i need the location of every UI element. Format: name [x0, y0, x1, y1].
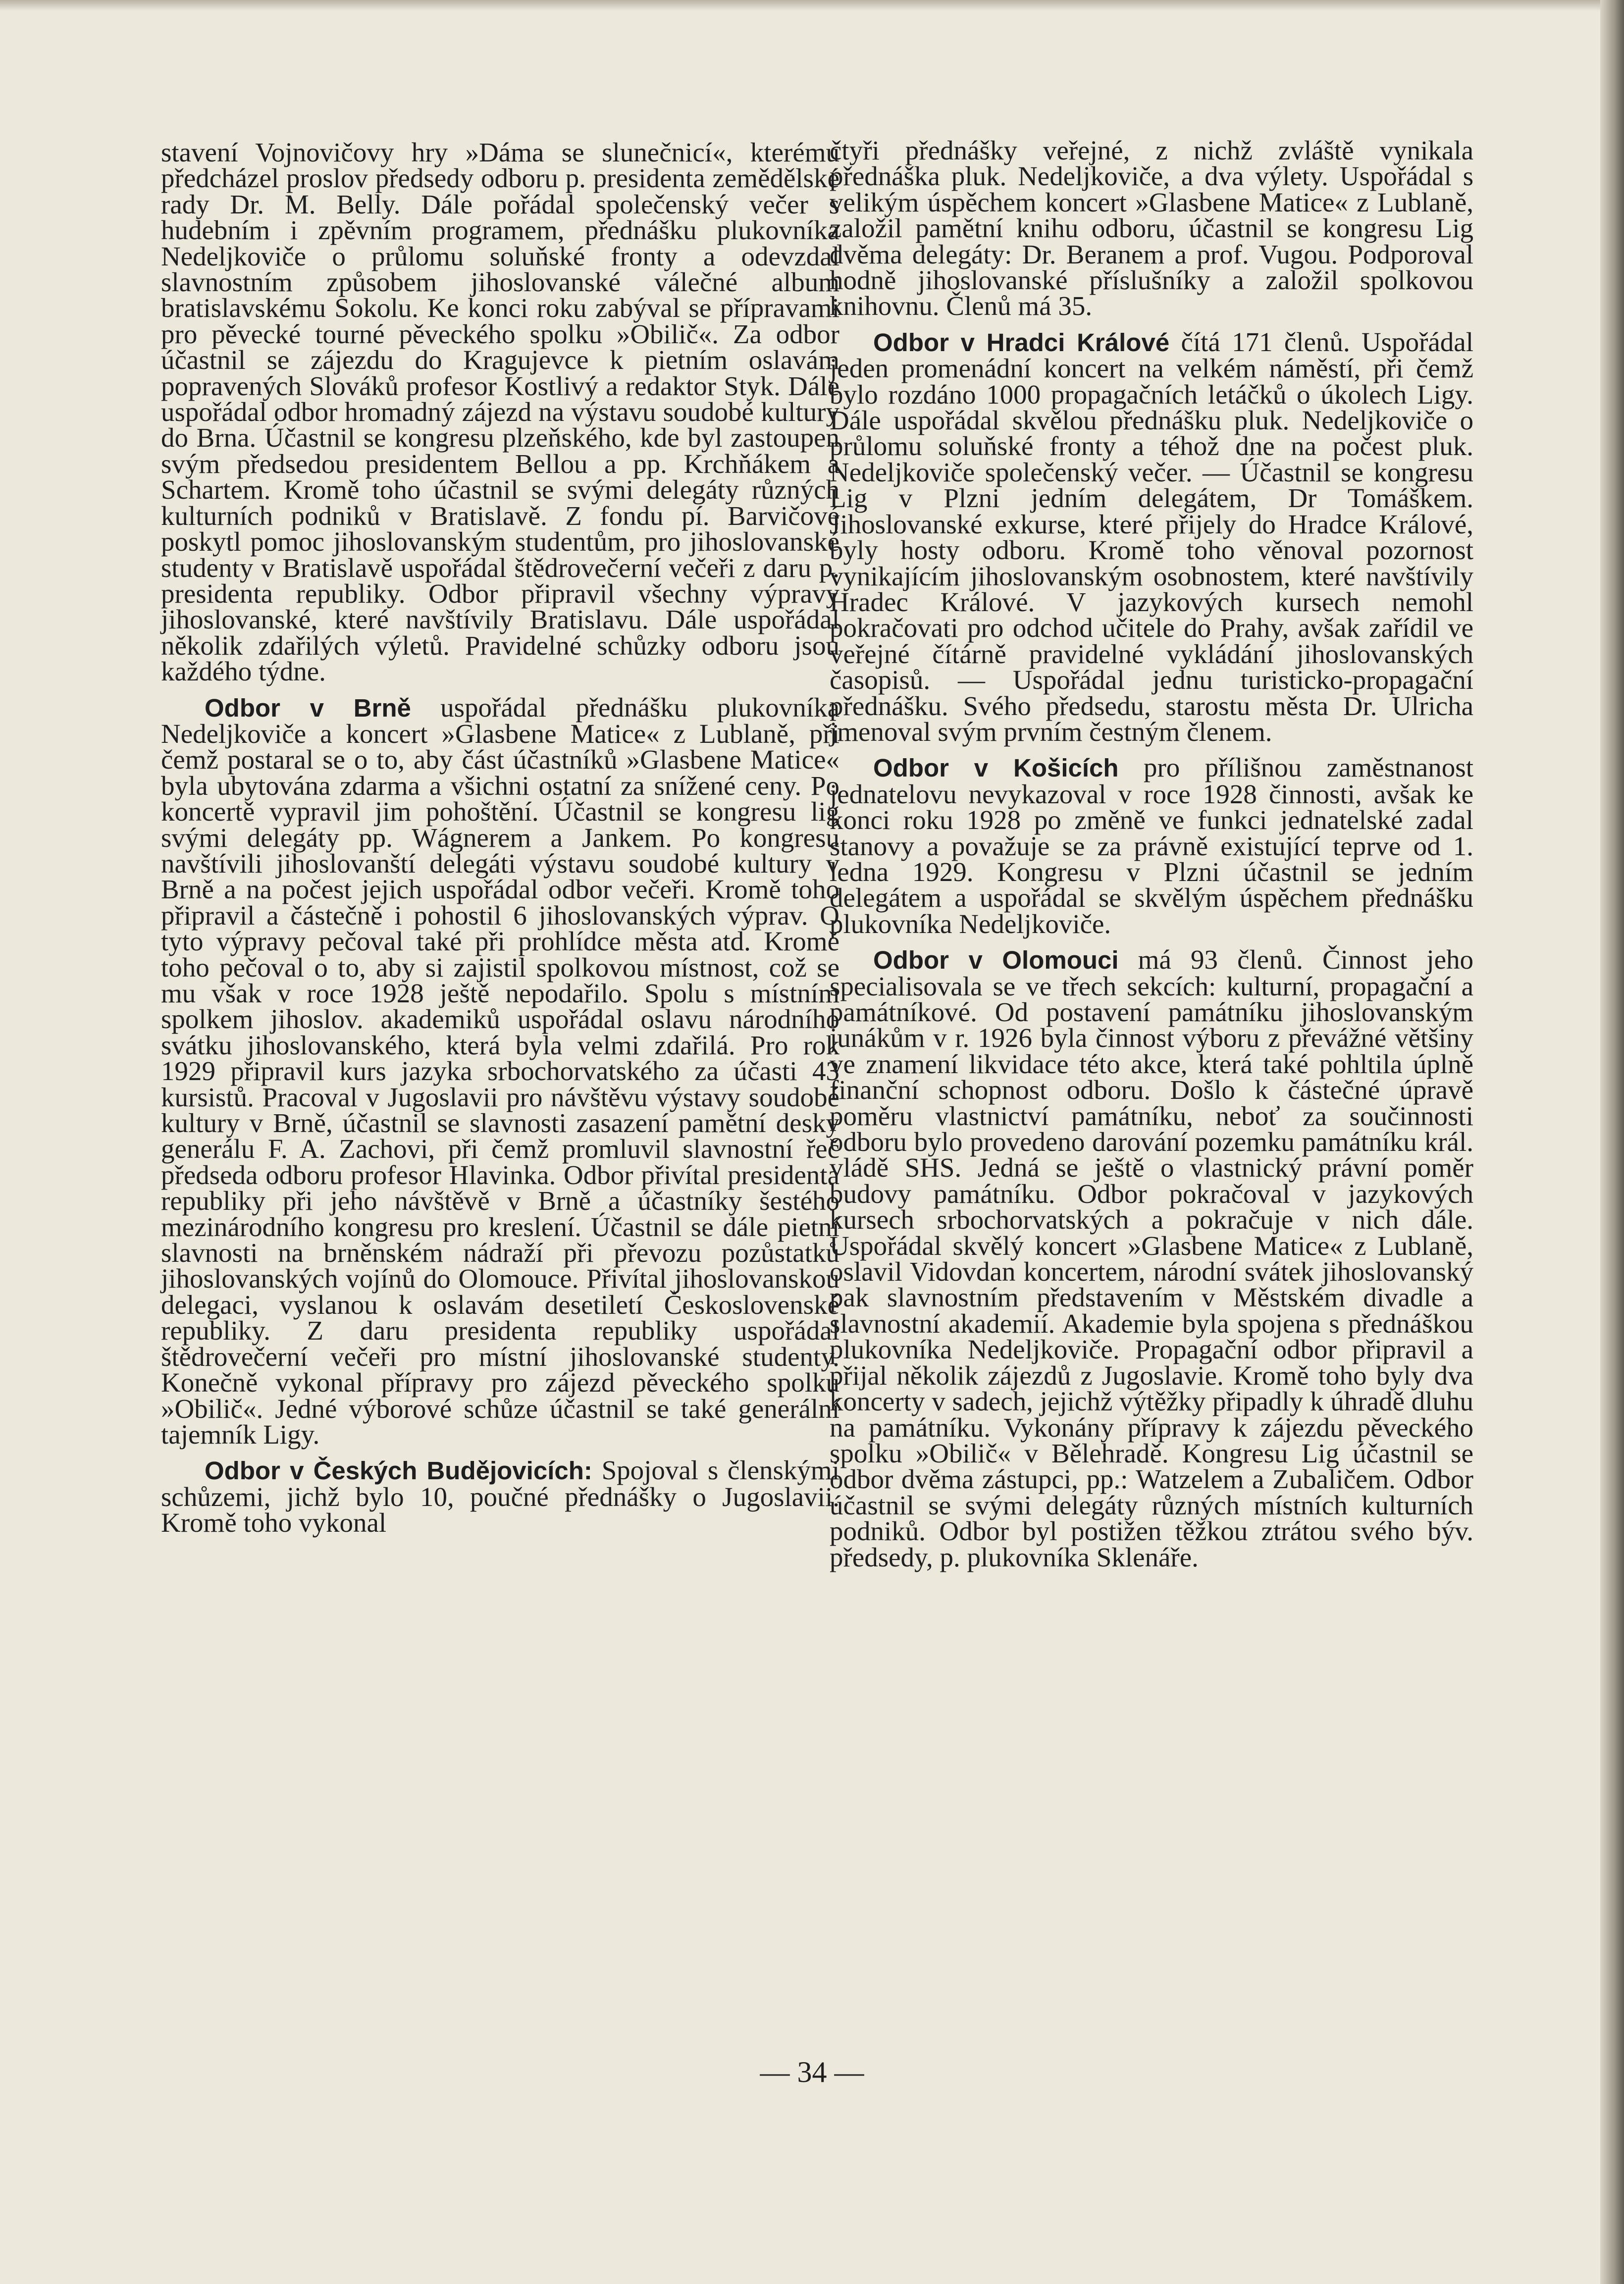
section-lead-olomouc: Odbor v Olomouci [873, 946, 1119, 975]
paragraph-hradec-kralove-text: čítá 171 členů. Uspořádal jeden promenádní koncert na velkém náměstí, při čemž bylo rozdáno 1000 propagačních letáčků o úkolech Ligy. Dále uspořádal skvělou přednášku pluk. Nedeljkoviče o průlomu soluňské fronty a téhož dne na počest pluk. Nedeljkoviče společenský večer. — Účastnil se kongresu Lig v Plzni jedním delegátem, Dr Tomáškem. Jihoslovanské exkurse, které přijely do Hradce Králové, byly hosty odboru. Kromě toho věnoval pozornost vynikajícím jihoslovanským osobnostem, které navštívily Hradec Králové. V jazykových kursech nemohl pokračovati pro odchod učitele do Prahy, avšak zařídil ve veřejné čítárně pravidelné vykládání jihoslovanských časopisů. — Uspořádal jednu turisticko-propagační přednášku. Svého předsedu, starostu města Dr. Ulricha jmenoval svým prvním čestným členem. [830, 326, 1473, 747]
section-lead-brno: Odbor v Brně [205, 693, 411, 722]
paragraph-ceske-budejovice-cont: čtyři přednášky veřejné, z nichž zvláště vynikala přednáška pluk. Nedeljkoviče, a dva výlety. Uspořádal s velikým úspěchem koncert »Glasbene Matice« z Lublaně, založil pamětní knihu odboru, účastnil se kongresu Lig dvěma delegáty: Dr. Beranem a prof. Vugou. Podporoval hodně jihoslovanské příslušníky a založil spolkovou knihovnu. Členů má 35. [830, 135, 1473, 321]
paragraph-brno-text: uspořádal přednášku plukovníka Nedeljkoviče a koncert »Glasbene Matice« z Lublaně, při čemž postaral se o to, aby část účastníků »Glasbene Matice« byla ubytována zdarma a všichni ostatní za snížené ceny. Po koncertě vypravil jim pohoštění. Účastnil se kongresu lig svými delegáty pp. Wágnerem a Jankem. Po kongresu navštívili jihoslovanští delegáti výstavu soudobé kultury v Brně a na počest jejich uspořádal odbor večeři. Kromě toho připravil a částečně i pohostil 6 jihoslovanských výprav. O tyto výpravy pečoval také při prohlídce města atd. Kromě toho pečoval o to, aby si zajistil spolkovou místnost, což se mu však v roce 1928 ještě nepodařilo. Spolu s místním spolkem jihoslov. akademiků uspořádal oslavu národního svátku jihoslovanského, která byla velmi zdařilá. Pro rok 1929 připravil kurs jazyka srbochorvatského za účasti 43 kursistů. Pracoval v Jugoslavii pro návštěvu výstavy soudobé kultury v Brně, účastnil se slavnosti zasazení pamětní desky generálu F. A. Zachovi, při čemž promluvil slavnostní řeč předseda odboru profesor Hlavinka. Odbor přivítal presidenta republiky při jeho návštěvě v Brně a účastníky šestého mezinárodního kongresu pro kreslení. Účastnil se dále pietní slavnosti na brněnském nádraží při převozu pozůstatků jihoslovanských vojínů do Olomouce. Přivítal jihoslovanskou delegaci, vyslanou k oslavám desetiletí Československé republiky. Z daru presidenta republiky uspořádal štědrovečerní večeři pro místní jihoslovanské studenty. Konečně vykonal přípravy pro zájezd pěveckého spolku »Obilič«. Jedné výborové schůze účastnil se také generální tajemník Ligy. [161, 692, 839, 1450]
page-right-edge [1600, 0, 1624, 2284]
page-top-edge [0, 0, 1624, 11]
paragraph-brno [161, 692, 839, 1450]
paragraph-olomouc-text: má 93 členů. Činnost jeho specialisovala se ve třech sekcích: kulturní, propagační a památníkové. Od postavení památníku jihoslovanským junákům v r. 1926 byla činnost výboru z převážné většiny ve znamení likvidace této akce, která také pohltila úplně finanční schopnost odboru. Došlo k částečné úpravě poměru vlastnictví památníku, neboť za součinnosti odboru bylo provedeno darování pozemku památníku král. vládě SHS. Jedná se ještě o vlastnický právní poměr budovy památníku. Odbor pokračoval v jazykových kursech srbochorvatských a pokračuje v nich dále. Uspořádal skvělý koncert »Glasbene Matice« z Lublaně, oslavil Vidovdan koncertem, národní svátek jihoslovanský pak slavnostním představením v Městském divadle a slavnostní akademií. Akademie byla spojena s přednáškou plukovníka Nedeljkoviče. Propagační odbor připravil a přijal několik zájezdů z Jugoslavie. Kromě toho byly dva koncerty v sadech, jejichž výtěžky připadly k úhradě dluhu na památníku. Vykonány přípravy k zájezdu pěveckého spolku »Obilič« v Bělehradě. Kongresu Lig účastnil se odbor dvěma zástupci, pp.: Watzelem a Zubaličem. Odbor účastnil se svými delegáty různých místních kulturních podniků. Odbor byl postižen těžkou ztrátou svého býv. předsedy, p. plukovníka Sklenáře. [830, 944, 1474, 1572]
paragraph-ceske-budejovice-text: Spojoval s členskými schůzemi, jichž bylo 10, poučné přednášky o Jugoslavii. Kromě toho vykonal [161, 1455, 839, 1538]
paragraph-kosice [830, 752, 1473, 939]
paragraph-olomouc [830, 944, 1474, 1572]
left-column [161, 137, 839, 1538]
section-lead-kosice: Odbor v Košicích [873, 754, 1119, 782]
paragraph-kosice-text: pro přílišnou zaměstnanost jednatelovu nevykazoval v roce 1928 činnosti, avšak ke konci roku 1928 po změně ve funkci jednatelské zadal stanovy a považuje se za právně existující teprve od 1. ledna 1929. Kongresu v Plzni účastnil se jedním delegátem a uspořádal se skvělým úspěchem přednášku plukovníka Nedeljkoviče. [830, 752, 1473, 939]
paragraph-hradec-kralove [830, 326, 1473, 747]
section-lead-ceske-budejovice: Odbor v Českých Budějovicích: [205, 1456, 592, 1485]
right-column [830, 135, 1474, 1572]
page-number: — 34 — [760, 2056, 864, 2088]
paragraph-ceske-budejovice [161, 1457, 839, 1536]
paragraph-bratislava-cont: stavení Vojnovičovy hry »Dáma se slunečnicí«, kterému předcházel proslov předsedy odboru p. presidenta zemědělské rady Dr. M. Belly. Dále pořádal společenský večer s hudebním i zpěvním programem, přednášku plukovníka Nedeljkoviče o průlomu soluňské fronty a odevzdal slavnostním způsobem jihoslovanské válečné album bratislavskému Sokolu. Ke konci roku zabýval se přípravami pro pěvecké tourné pěveckého spolku »Obilič«. Za odbor účastnil se zájezdu do Kragujevce k pietním oslavám popravených Slováků profesor Kostlivý a redaktor Styk. Dále uspořádal odbor hromadný zájezd na výstavu soudobé kultury do Brna. Účastnil se kongresu plzeňského, kde byl zastoupen svým předsedou presidentem Bellou a pp. Krchňákem a Schartem. Kromě toho účastnil se svými delegáty různých kulturních podniků v Bratislavě. Z fondu pí. Barvičové poskytl pomoc jihoslovanským studentům, pro jihoslovanské studenty v Bratislavě uspořádal štědrovečerní večeři z daru p. presidenta republiky. Odbor připravil všechny výpravy jihoslovanské, které navštívily Bratislavu. Dále uspořádal několik zdařilých výletů. Pravidelné schůzky odboru jsou každého týdne. [161, 137, 839, 687]
section-lead-hradec-kralove: Odbor v Hradci Králové [873, 328, 1170, 357]
